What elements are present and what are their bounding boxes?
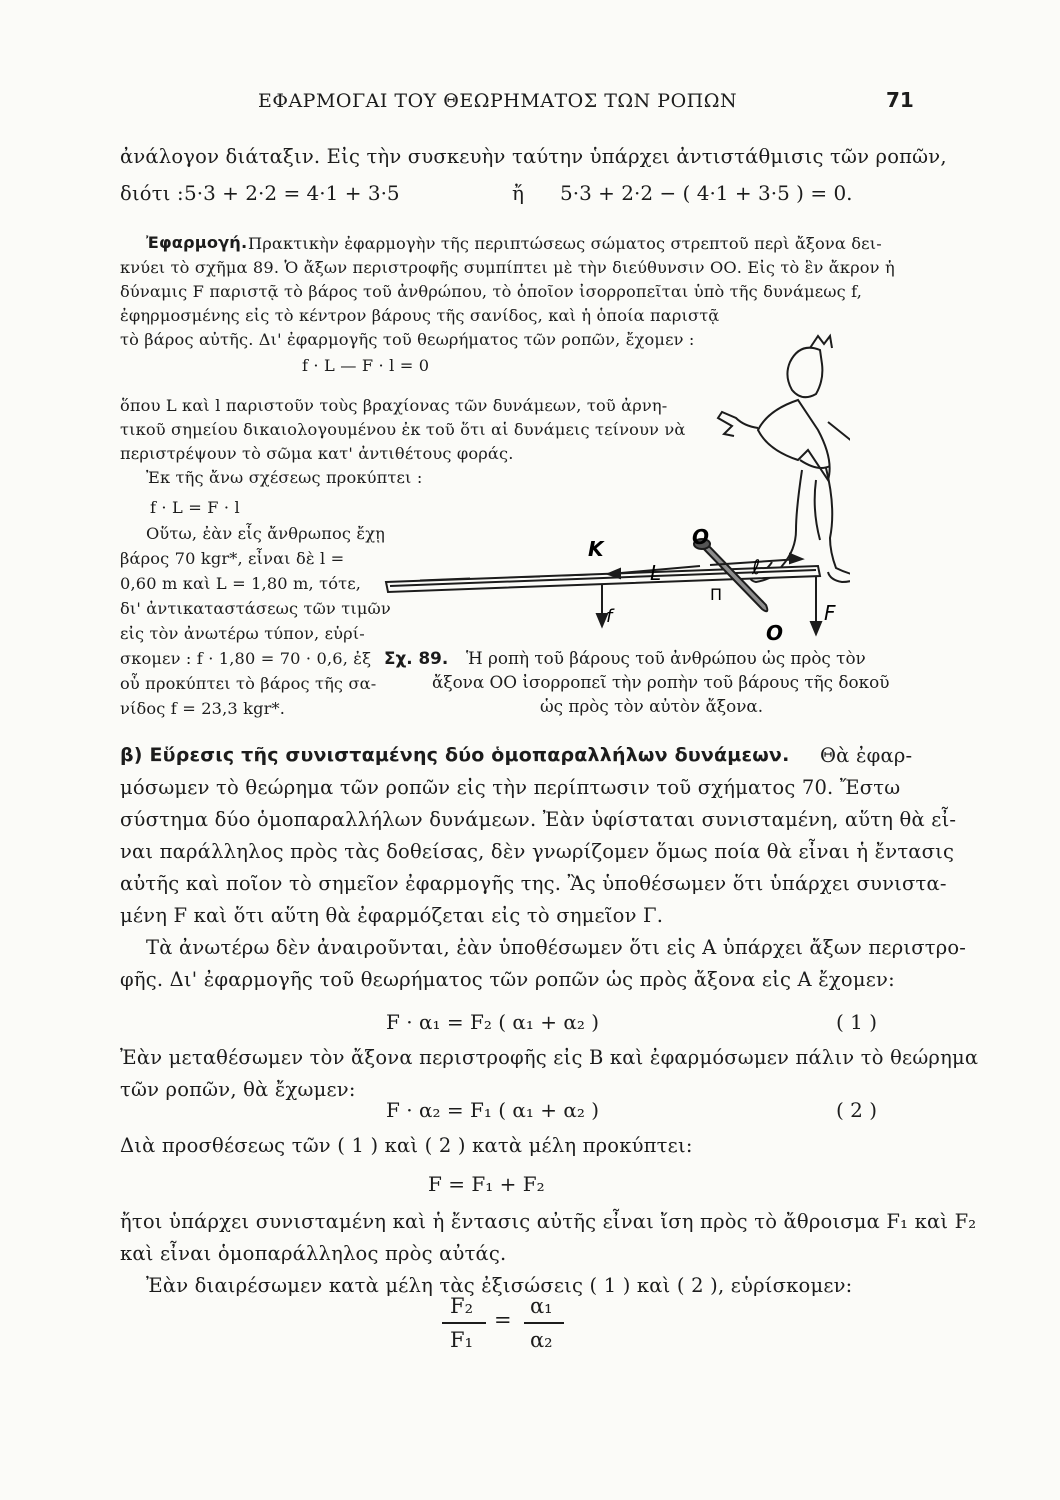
figure-label-K: K <box>588 537 604 561</box>
application-line: Πρακτικὴν ἐφαρμογὴν τῆς περιπτώσεως σώματος στρεπτοῦ περὶ ἄξονα δει- <box>248 234 882 253</box>
section-b-line: σύστημα δύο ὁμοπαραλλήλων δυνάμεων. Ἐὰν ὑφίσταται συνισταμένη, αὕτη θὰ εἶ- <box>120 808 957 831</box>
figure-89-seesaw <box>380 330 850 650</box>
section-b-line: φῆς. Δι' ἐφαρμογῆς τοῦ θεωρήματος τῶν ροπῶν ὡς πρὸς ἄξονα εἰς Α ἔχομεν: <box>120 968 895 991</box>
fraction-right-numerator: α₁ <box>530 1294 553 1318</box>
moment-equation-1: f · L — F · l = 0 <box>302 356 430 375</box>
intro-equation-2: 5·3 + 2·2 − ( 4·1 + 3·5 ) = 0. <box>560 181 853 205</box>
example-line: 0,60 m καὶ L = 1,80 m, τότε, <box>120 574 362 593</box>
example-line: σκομεν : f · 1,80 = 70 · 0,6, ἐξ <box>120 649 372 668</box>
figure-label-O-bottom: O <box>766 621 784 645</box>
fraction-left-bar <box>442 1322 486 1324</box>
equation-1-number: ( 1 ) <box>836 1010 878 1034</box>
equation-2-number: ( 2 ) <box>836 1098 878 1122</box>
moment-equation-2: f · L = F · l <box>150 498 240 517</box>
figure-label-pivot: Π <box>710 585 723 604</box>
example-line: Οὕτω, ἐὰν εἷς ἄνθρωπος ἔχῃ <box>146 524 386 543</box>
section-b-line: μένη F καὶ ὅτι αὕτη θὰ ἐφαρμόζεται εἰς τὸ σημεῖον Γ. <box>120 904 664 927</box>
page-number: 71 <box>886 88 914 112</box>
application-line: κνύει τὸ σχῆμα 89. Ὁ ἄξων περιστροφῆς συμπίπτει μὲ τὴν διεύθυνσιν ΟΟ. Εἰς τὸ ἓν ἄκρον ἡ <box>120 258 895 277</box>
fraction-left-numerator: F₂ <box>450 1294 473 1318</box>
ratio-equation <box>440 1290 570 1370</box>
fraction-right-bar <box>524 1322 564 1324</box>
example-line: οὗ προκύπτει τὸ βάρος τῆς σα- <box>120 674 377 693</box>
figure-label-O-top: O <box>692 525 710 549</box>
fraction-equals: = <box>494 1308 512 1332</box>
man-illustration <box>718 336 850 582</box>
section-b-line: Τὰ ἀνωτέρω δὲν ἀναιροῦνται, ἐὰν ὑποθέσωμεν ὅτι εἰς Α ὑπάρχει ἄξων περιστρο- <box>146 936 967 959</box>
fraction-left-denominator: F₁ <box>450 1328 473 1352</box>
intro-line: ἀνάλογον διάταξιν. Εἰς τὴν συσκευὴν ταύτην ὑπάρχει ἀντιστάθμισις τῶν ροπῶν, <box>120 145 947 168</box>
intro-or: ἤ <box>512 181 524 205</box>
section-b-line: ναι παράλληλος πρὸς τὰς δοθείσας, δὲν γνωρίζομεν ὅμως ποία θὰ εἶναι ἡ ἔντασις <box>120 840 955 863</box>
section-b-line: Θὰ ἐφαρ- <box>820 744 913 767</box>
section-b-line: τῶν ροπῶν, θὰ ἔχωμεν: <box>120 1078 356 1101</box>
equation-1: F · α₁ = F₂ ( α₁ + α₂ ) <box>386 1010 600 1034</box>
application-line: περιστρέψουν τὸ σῶμα κατ' ἀντιθέτους φοράς. <box>120 444 514 463</box>
example-line: βάρος 70 kgr*, εἶναι δὲ l = <box>120 549 345 568</box>
figure-label-F: F <box>824 601 836 625</box>
intro-equation-1: 5·3 + 2·2 = 4·1 + 3·5 <box>184 181 400 205</box>
intro-label: διότι : <box>120 182 184 205</box>
application-line: ἐφηρμοσμένης εἰς τὸ κέντρον βάρους τῆς σανίδος, καὶ ἡ ὁποία παριστᾷ <box>120 306 720 325</box>
figure-caption-label: Σχ. 89. <box>384 648 449 668</box>
application-line: τικοῦ σημείου δικαιολογουμένου ἐκ τοῦ ὅτι αἱ δυνάμεις τείνουν νὰ <box>120 420 686 439</box>
section-b-line: Ἐὰν διαιρέσωμεν κατὰ μέλη τὰς ἐξισώσεις ( 1 ) καὶ ( 2 ), εὑρίσκομεν: <box>146 1274 853 1297</box>
figure-label-f: f <box>606 606 613 627</box>
section-b-line: Διὰ προσθέσεως τῶν ( 1 ) καὶ ( 2 ) κατὰ μέλη προκύπτει: <box>120 1134 693 1157</box>
fraction-right-denominator: α₂ <box>530 1328 553 1352</box>
application-heading: Ἐφαρμογή. <box>146 233 248 252</box>
figure-caption-line: ὡς πρὸς τὸν αὐτὸν ἄξονα. <box>540 696 764 716</box>
application-line: ὅπου L καὶ l παριστοῦν τοὺς βραχίονας τῶν δυνάμεων, τοῦ ἀρνη- <box>120 396 668 415</box>
section-b-line: καὶ εἶναι ὁμοπαράλληλος πρὸς αὐτάς. <box>120 1242 507 1265</box>
figure-label-l: ℓ <box>752 555 761 579</box>
example-line: δι' ἀντικαταστάσεως τῶν τιμῶν <box>120 599 391 618</box>
example-line: εἰς τὸν ἀνωτέρω τύπον, εὑρί- <box>120 624 365 643</box>
section-b-heading: β) Εὕρεσις τῆς συνισταμένης δύο ὁμοπαραλλήλων δυνάμεων. <box>120 744 790 766</box>
application-line: Ἐκ τῆς ἄνω σχέσεως προκύπτει : <box>146 468 423 487</box>
running-header: ΕΦΑΡΜΟΓΑΙ ΤΟΥ ΘΕΩΡΗΜΑΤΟΣ ΤΩΝ ΡΟΠΩΝ <box>258 90 738 112</box>
example-line: νίδος f = 23,3 kgr*. <box>120 699 286 718</box>
figure-caption-line: Ἡ ροπὴ τοῦ βάρους τοῦ ἀνθρώπου ὡς πρὸς τὸν <box>466 648 866 668</box>
section-b-line: ἤτοι ὑπάρχει συνισταμένη καὶ ἡ ἔντασις αὐτῆς εἶναι ἴση πρὸς τὸ ἄθροισμα F₁ καὶ F₂ <box>120 1210 977 1233</box>
section-b-line: μόσωμεν τὸ θεώρημα τῶν ροπῶν εἰς τὴν περίπτωσιν τοῦ σχήματος 70. Ἔστω <box>120 776 901 799</box>
force-arrows <box>597 554 821 634</box>
section-b-line: αὐτῆς καὶ ποῖον τὸ σημεῖον ἐφαρμογῆς της. Ἂς ὑποθέσωμεν ὅτι ὑπάρχει συνιστα- <box>120 872 947 895</box>
application-line: τὸ βάρος αὐτῆς. Δι' ἐφαρμογῆς τοῦ θεωρήματος τῶν ροπῶν, ἔχομεν : <box>120 330 695 349</box>
figure-caption-line: ἄξονα ΟΟ ἰσορροπεῖ τὴν ροπὴν τοῦ βάρους τῆς δοκοῦ <box>432 672 890 692</box>
equation-3: F = F₁ + F₂ <box>428 1172 545 1196</box>
equation-2: F · α₂ = F₁ ( α₁ + α₂ ) <box>386 1098 600 1122</box>
figure-label-L: L <box>650 561 662 585</box>
section-b-line: Ἐὰν μεταθέσωμεν τὸν ἄξονα περιστροφῆς εἰς Β καὶ ἐφαρμόσωμεν πάλιν τὸ θεώρημα <box>120 1046 979 1069</box>
application-line: δύναμις F παριστᾷ τὸ βάρος τοῦ ἀνθρώπου, τὸ ὁποῖον ἰσορροπεῖται ὑπὸ τῆς δυνάμεως f, <box>120 282 863 301</box>
